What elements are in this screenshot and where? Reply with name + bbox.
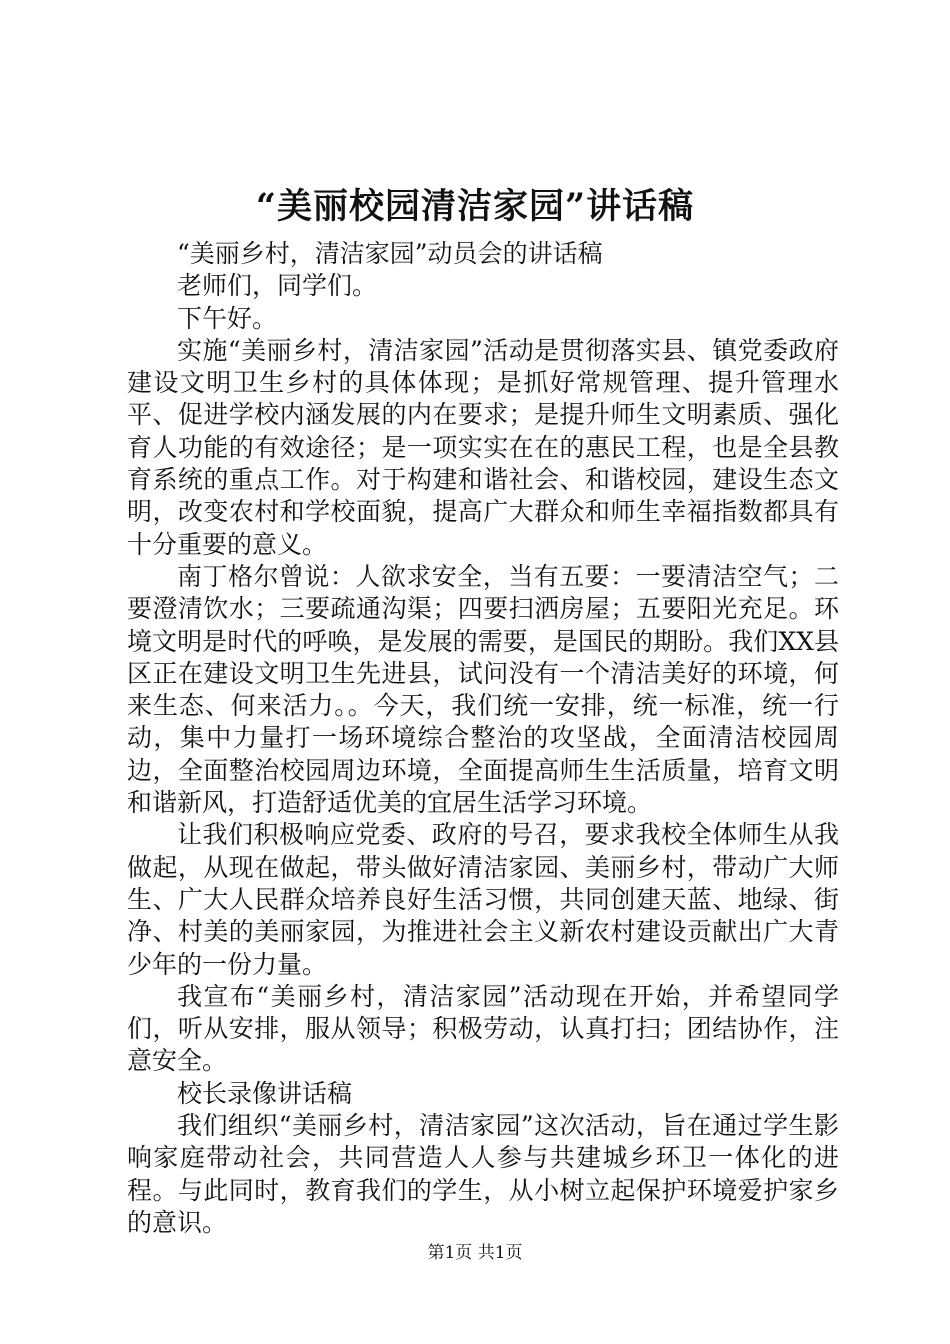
section-heading: 校长录像讲话稿 xyxy=(177,1078,353,1108)
paragraph: 实施“美丽乡村，清洁家园”活动是贯彻落实县、镇党委政府建设文明卫生乡村的具体体现；是抓好常规管理、提升管理水平、促进学校内涵发展的内在要求；是提升师生文明素质、强化育人功能的有效途径；是一项实实在在的惠民工程，也是全县教育系统的重点工作。对于构建和谐社会、和谐校园，建设生态文明，改变农村和学校面貌，提高广大群众和师生幸福指数都具有十分重要的意义。 xyxy=(127,335,839,559)
page-number-footer: 第1页 共1页 xyxy=(427,1243,523,1263)
paragraph-greeting: 老师们，同学们。 xyxy=(177,271,378,301)
document-body xyxy=(127,238,839,1239)
paragraph: 我们组织“美丽乡村，清洁家园”这次活动，旨在通过学生影响家庭带动社会，共同营造人人参与共建城乡环卫一体化的进程。与此同时，教育我们的学生，从小树立起保护环境爱护家乡的意识。 xyxy=(127,1111,839,1237)
document-title: “美丽校园清洁家园”讲话稿 xyxy=(255,186,695,227)
paragraph-good-afternoon: 下午好。 xyxy=(177,303,278,333)
paragraph: 让我们积极响应党委、政府的号召，要求我校全体师生从我做起，从现在做起，带头做好清洁家园、美丽乡村，带动广大师生、广大人民群众培养良好生活习惯，共同创建天蓝、地绿、街净、村美的美丽家园，为推进社会主义新农村建设贡献出广大青少年的一份力量。 xyxy=(127,820,839,979)
paragraph-subtitle: “美丽乡村，清洁家园”动员会的讲话稿 xyxy=(177,239,603,268)
paragraph: 我宣布“美丽乡村，清洁家园”活动现在开始，并希望同学们，听从安排，服从领导；积极劳动，认真打扫；团结协作，注意安全。 xyxy=(127,981,839,1076)
paragraph: 南丁格尔曾说：人欲求安全，当有五要：一要清洁空气；二要澄清饮水；三要疏通沟渠；四要扫洒房屋；五要阳光充足。环境文明是时代的呼唤，是发展的需要，是国民的期盼。我们XX县区正在建设文明卫生先进县，试问没有一个清洁美好的环境，何来生态、何来活力。。今天，我们统一安排，统一标准，统一行动，集中力量打一场环境综合整治的攻坚战，全面清洁校园周边，全面整治校园周边环境，全面提高师生生活质量，培育文明和谐新风，打造舒适优美的宜居生活学习环境。 xyxy=(127,561,839,818)
